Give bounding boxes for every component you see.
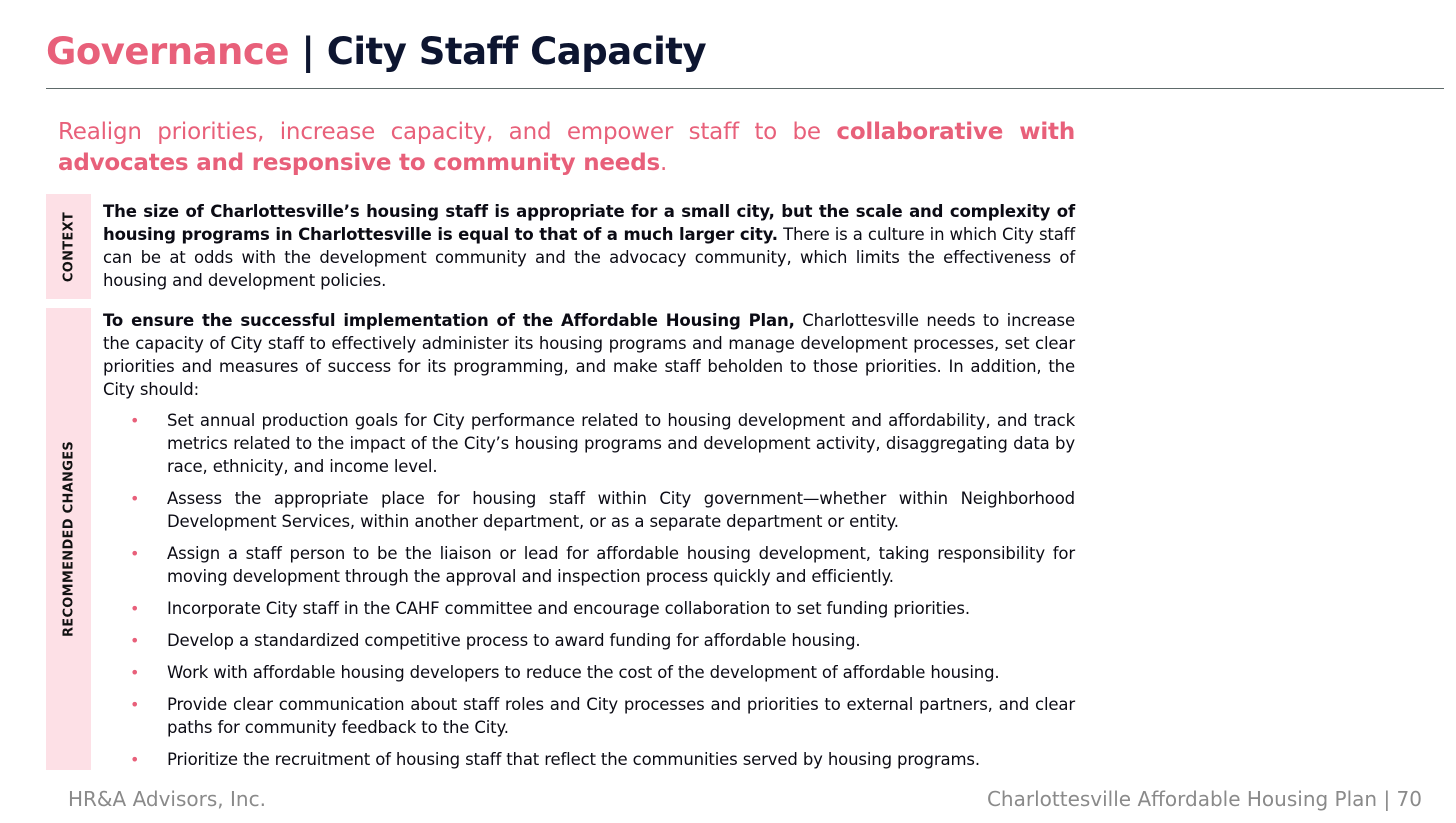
context-paragraph (103, 200, 1075, 292)
subtitle-end: . (659, 150, 668, 176)
subtitle (58, 117, 1075, 179)
context-tab (46, 194, 91, 299)
title-main: City Staff Capacity (326, 30, 707, 73)
changes-text: Charlottesville needs to increase the capacity of City staff to effectively administer its housing programs and manage development processes, set clear priorities and measures of success for its programming, and make staff beholden to those priorities. In addition, the City should: (103, 311, 1075, 399)
page-title (46, 28, 706, 76)
title-divider (46, 88, 1444, 89)
list-item: • Develop a standardized competitive process to award funding for affordable housing. (103, 629, 1075, 652)
changes-paragraph (103, 309, 1075, 401)
recommendations-list (103, 409, 1075, 780)
context-bold: The size of Charlottesville’s housing staff is appropriate for a small city, but the scale and complexity of housing programs in Charlottesville is equal to that of a much larger city. (103, 202, 1075, 244)
title-accent: Governance (46, 30, 289, 73)
subtitle-bold: collaborative with advocates and responsive to community needs (58, 119, 1075, 176)
context-tab-label: CONTEXT (61, 211, 76, 282)
recommended-changes-tab (46, 308, 91, 770)
recommended-changes-tab-label: RECOMMENDED CHANGES (61, 440, 76, 638)
changes-bold: To ensure the successful implementation of the Affordable Housing Plan, (103, 311, 795, 330)
list-item: • Incorporate City staff in the CAHF committee and encourage collaboration to set funding priorities. (103, 597, 1075, 620)
list-item: • Assign a staff person to be the liaison or lead for affordable housing development, taking responsibility for moving development through the approval and inspection process quickly and efficiently. (103, 542, 1075, 588)
list-item: • Set annual production goals for City performance related to housing development and affordability, and track metrics related to the impact of the City’s housing programs and development activity, disaggregating data by race, ethnicity, and income level. (103, 409, 1075, 478)
subtitle-plain: Realign priorities, increase capacity, and empower staff to be (58, 119, 837, 145)
context-text: There is a culture in which City staff can be at odds with the development community and the advocacy community, which limits the effectiveness of housing and development policies. (103, 225, 1075, 290)
footer-company: HR&A Advisors, Inc. (68, 787, 266, 811)
list-item: • Work with affordable housing developers to reduce the cost of the development of affordable housing. (103, 661, 1075, 684)
title-separator: | (288, 30, 327, 73)
footer-page-info: Charlottesville Affordable Housing Plan | 70 (986, 787, 1422, 811)
list-item: • Assess the appropriate place for housing staff within City government—whether within Neighborhood Development Services, within another department, or as a separate department or entity. (103, 487, 1075, 533)
list-item: • Provide clear communication about staff roles and City processes and priorities to external partners, and clear paths for community feedback to the City. (103, 693, 1075, 739)
list-item: • Prioritize the recruitment of housing staff that reflect the communities served by housing programs. (103, 748, 1075, 771)
